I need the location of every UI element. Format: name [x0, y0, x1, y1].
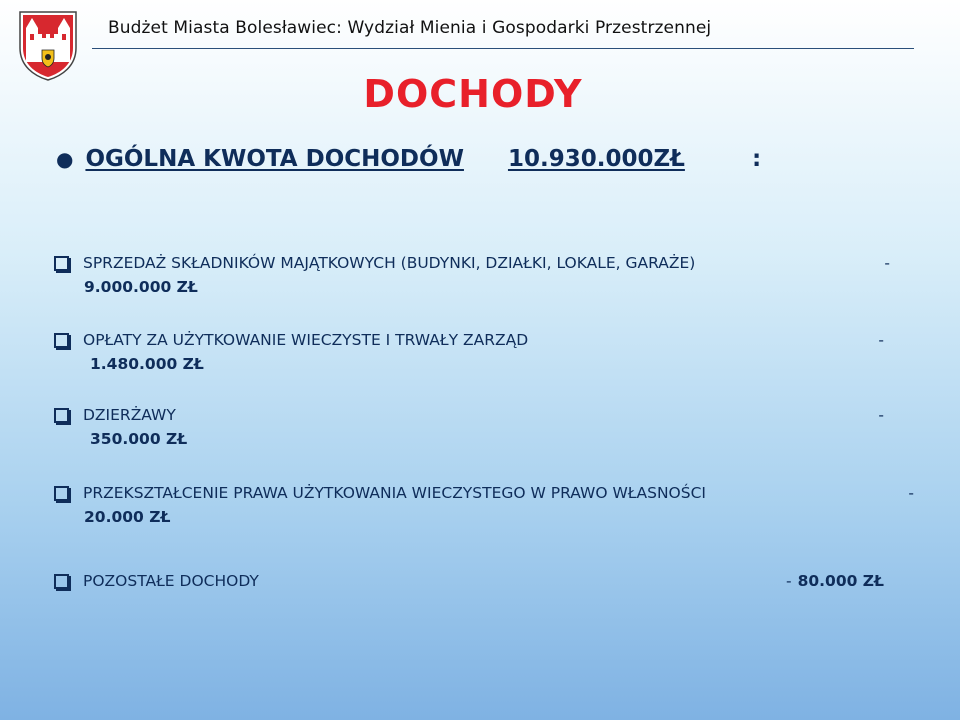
item-value: 350.000 ZŁ — [90, 430, 188, 448]
item-label: PRZEKSZTAŁCENIE PRAWA UŻYTKOWANIA WIECZYSTEGO W PRAWO WŁASNOŚCI — [83, 484, 706, 502]
item-dash: - — [884, 254, 890, 272]
list-item — [54, 572, 914, 590]
checkbox-bullet-icon — [54, 574, 69, 589]
item-label: OPŁATY ZA UŻYTKOWANIE WIECZYSTE I TRWAŁY ZARZĄD — [83, 331, 529, 349]
item-dash: - — [908, 484, 914, 502]
item-dash: - — [786, 572, 792, 590]
item-value: 80.000 ZŁ — [797, 572, 884, 590]
item-dash: - — [878, 331, 884, 349]
list-item — [54, 406, 914, 448]
item-value: 9.000.000 ZŁ — [84, 278, 198, 296]
list-item — [54, 254, 914, 296]
item-value: 1.480.000 ZŁ — [90, 355, 204, 373]
city-coat-of-arms-icon — [16, 8, 80, 82]
checkbox-bullet-icon — [54, 333, 69, 348]
slide-title: DOCHODY — [363, 72, 583, 116]
item-label: POZOSTAŁE DOCHODY — [83, 572, 259, 590]
item-label: SPRZEDAŻ SKŁADNIKÓW MAJĄTKOWYCH (BUDYNKI, DZIAŁKI, LOKALE, GARAŻE) — [83, 254, 696, 272]
header-divider — [92, 48, 914, 49]
item-dash: - — [878, 406, 884, 424]
total-value: 10.930.000ZŁ — [507, 146, 685, 172]
header-title: Budżet Miasta Bolesławiec: Wydział Mienia i Gospodarki Przestrzennej — [108, 18, 712, 38]
total-income — [56, 146, 761, 172]
list-item — [54, 331, 914, 373]
bullet-icon: ● — [56, 147, 74, 171]
item-value: 20.000 ZŁ — [84, 508, 171, 526]
checkbox-bullet-icon — [54, 486, 69, 501]
total-label: OGÓLNA KWOTA DOCHODÓW — [85, 146, 464, 172]
item-label: DZIERŻAWY — [83, 406, 176, 424]
checkbox-bullet-icon — [54, 256, 69, 271]
list-item — [54, 484, 914, 526]
checkbox-bullet-icon — [54, 408, 69, 423]
total-suffix: : — [751, 146, 762, 172]
